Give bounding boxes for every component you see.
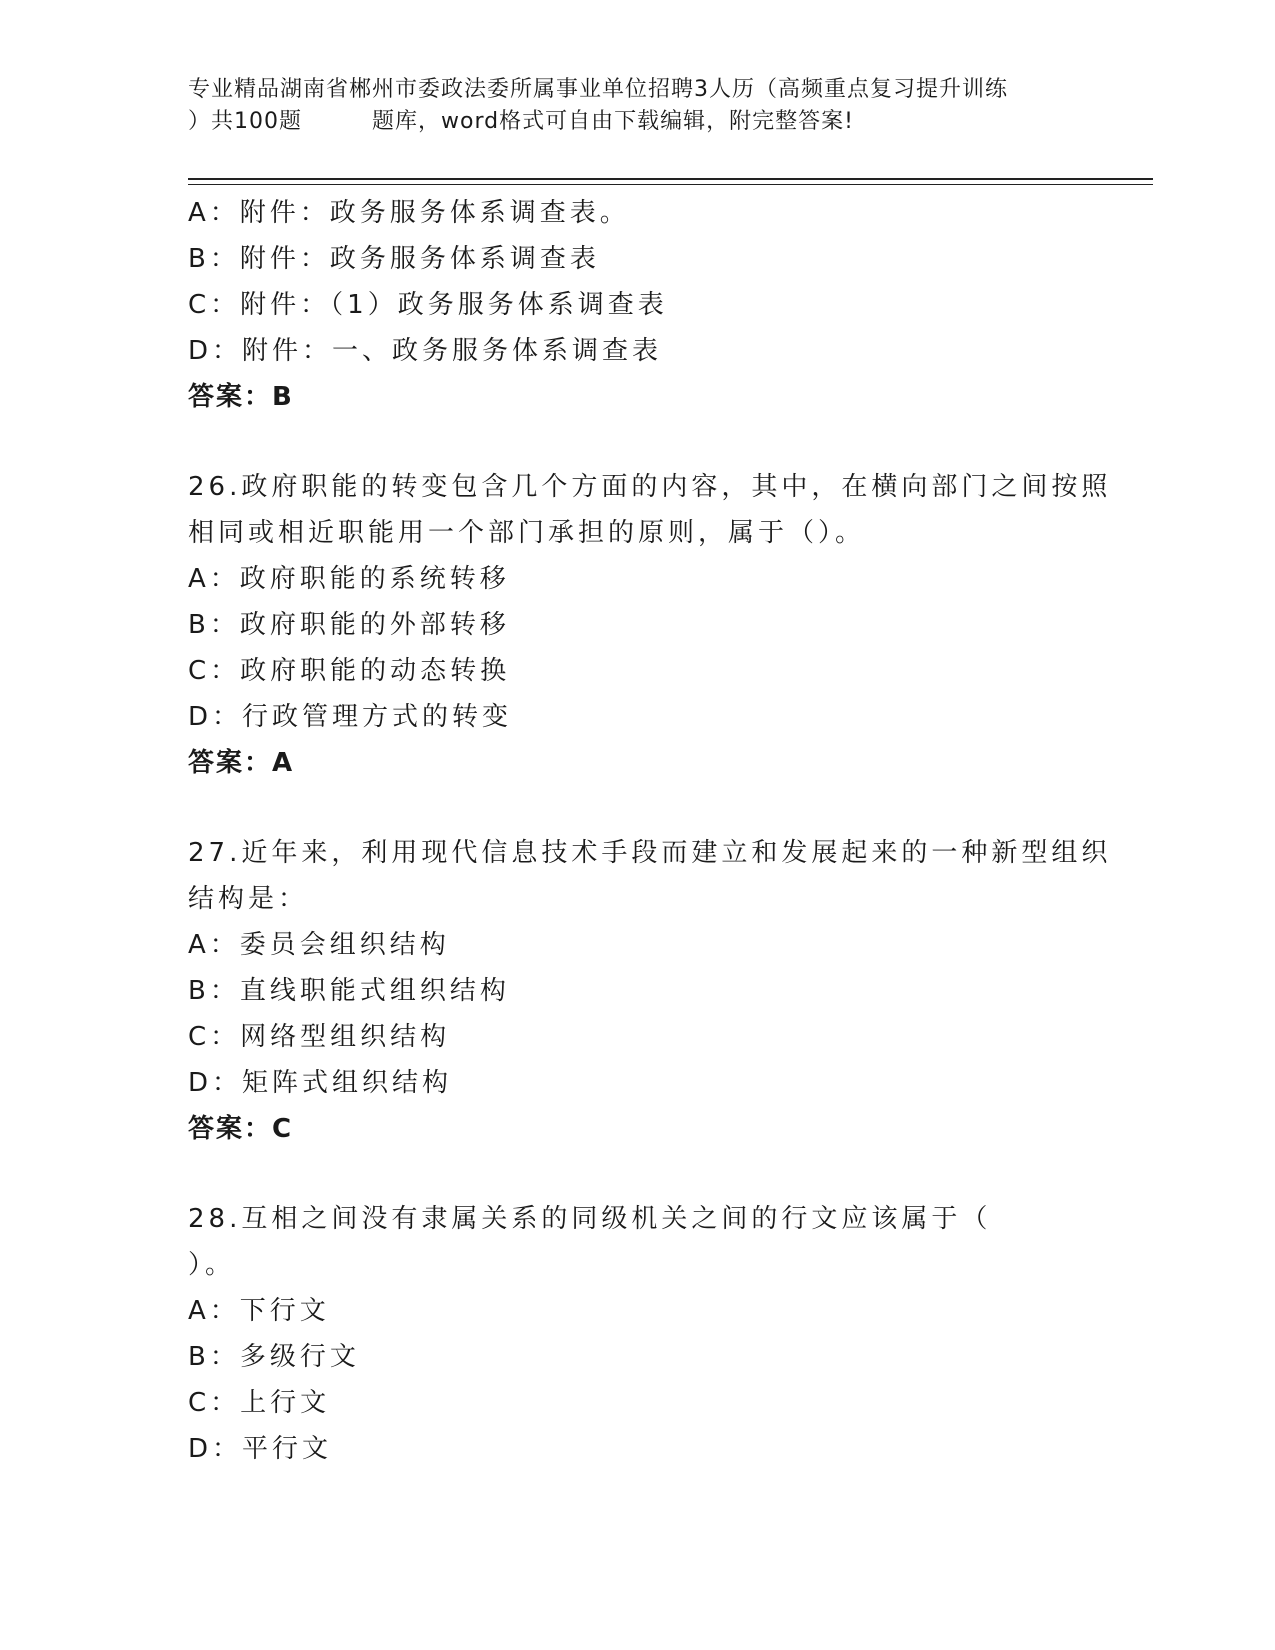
answer-label: 答案： <box>188 748 273 778</box>
question-text-line-1: 27.近年来，利用现代信息技术手段而建立和发展起来的一种新型组织 <box>188 838 1112 868</box>
option-d: D：附件：一、政务服务体系调查表 <box>188 336 663 366</box>
answer-label: 答案： <box>188 382 273 412</box>
header-rule-thick <box>188 178 1153 180</box>
question-list <box>188 190 1112 1472</box>
document-header <box>188 74 1088 138</box>
question-28 <box>188 1196 1088 1472</box>
header-line-2 <box>188 106 1088 138</box>
option-c: C：政府职能的动态转换 <box>188 656 511 686</box>
header-rule-thin <box>188 184 1153 185</box>
answer-line <box>188 1106 1088 1152</box>
answer-line <box>188 374 1088 420</box>
question-27 <box>188 830 1112 1152</box>
option-b: B：直线职能式组织结构 <box>188 976 510 1006</box>
question-text-line-2: 结构是： <box>188 884 309 914</box>
question-text-line-2: 相同或相近职能用一个部门承担的原则，属于（）。 <box>188 518 866 548</box>
question-26 <box>188 464 1112 786</box>
option-a: A：政府职能的系统转移 <box>188 564 510 594</box>
option-a: A：委员会组织结构 <box>188 930 450 960</box>
question-text-line-1: 26.政府职能的转变包含几个方面的内容，其中，在横向部门之间按照 <box>188 472 1112 502</box>
option-c: C：附件：（1）政务服务体系调查表 <box>188 290 668 320</box>
option-c: C：上行文 <box>188 1388 331 1418</box>
header-line-1: 专业精品湖南省郴州市委政法委所属事业单位招聘3人历（高频重点复习提升训练 <box>188 77 1008 102</box>
option-b: B：政府职能的外部转移 <box>188 610 510 640</box>
answer-value: B <box>272 382 294 412</box>
option-b: B：多级行文 <box>188 1342 360 1372</box>
header-line-2a: ）共100题 <box>188 109 302 134</box>
answer-value: A <box>272 748 295 778</box>
answer-line <box>188 740 1088 786</box>
option-a: A：下行文 <box>188 1296 330 1326</box>
option-a: A：附件：政务服务体系调查表。 <box>188 198 630 228</box>
option-d: D：平行文 <box>188 1434 333 1464</box>
option-d: D：行政管理方式的转变 <box>188 702 513 732</box>
question-text-line-2: ）。 <box>188 1250 236 1280</box>
answer-label: 答案： <box>188 1114 273 1144</box>
option-b: B：附件：政务服务体系调查表 <box>188 244 600 274</box>
option-d: D：矩阵式组织结构 <box>188 1068 453 1098</box>
question-text-line-1: 28.互相之间没有隶属关系的同级机关之间的行文应该属于（ <box>188 1204 992 1234</box>
option-c: C：网络型组织结构 <box>188 1022 451 1052</box>
header-line-2b: 题库，word格式可自由下载编辑，附完整答案! <box>372 109 854 134</box>
question-25-tail <box>188 190 1088 420</box>
answer-value: C <box>272 1114 294 1144</box>
